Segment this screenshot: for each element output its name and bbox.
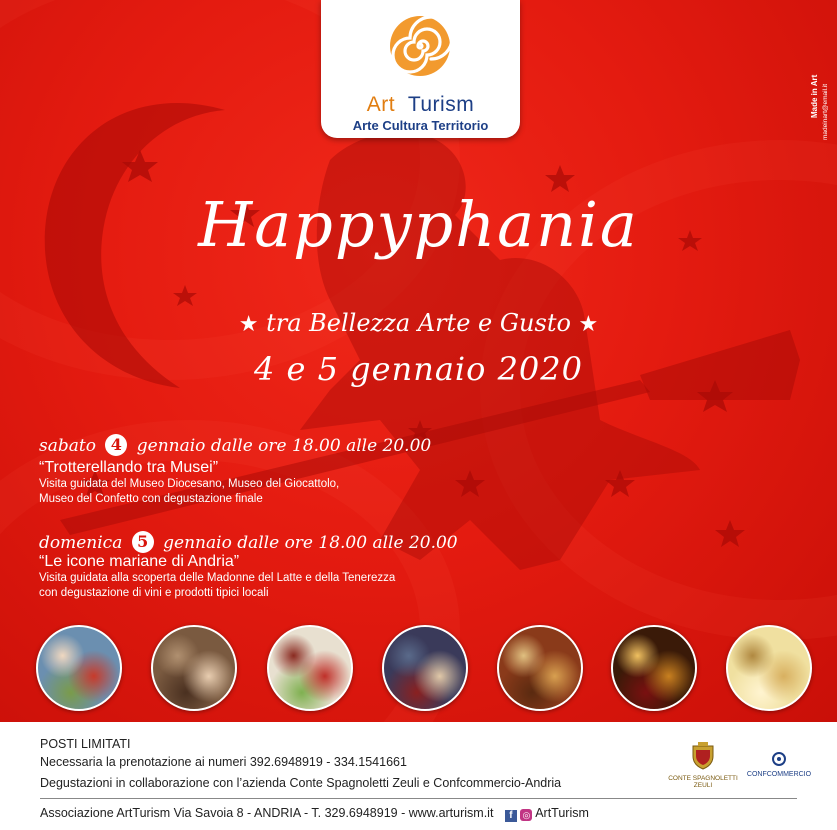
event-description-line: con degustazione di vini e prodotti tipici locali: [39, 587, 269, 599]
headline: Happyphania: [198, 188, 639, 261]
photo-cheese-products: [726, 625, 812, 711]
crest-icon: [690, 742, 716, 770]
event-dates: 4 e 5 gennaio 2020: [254, 350, 583, 388]
confcommercio-logo: [744, 752, 814, 792]
event-description: [39, 571, 458, 601]
event-day-number: 5: [132, 531, 154, 553]
event-description: [39, 477, 431, 507]
footer-divider: [40, 798, 797, 799]
confcommercio-icon: [770, 752, 788, 766]
photo-wine-glasses: [611, 625, 697, 711]
photo-fresco-icon: [497, 625, 583, 711]
credit-brand: Made in Art: [810, 74, 819, 118]
logo-name-turism: Turism: [407, 93, 475, 116]
event-title: “Le icone mariane di Andria”: [39, 553, 240, 570]
social-handle[interactable]: ArtTurism: [535, 806, 589, 820]
conte-spagnoletti-logo: [668, 742, 738, 788]
address-line: [40, 806, 589, 822]
address-text: Associazione ArtTurism Via Savoia 8 - ANDRIA - T. 329.6948919 - www.arturism.it: [40, 806, 494, 820]
event-description-line: Visita guidata alla scoperta delle Madonne del Latte e della Tenerezza: [39, 572, 396, 584]
facebook-icon[interactable]: f: [505, 810, 517, 822]
logo-name-art: Art: [366, 93, 396, 116]
star-icon: ★: [238, 312, 259, 337]
star-icon: ★: [578, 312, 599, 337]
event-title: “Trotterellando tra Musei”: [39, 459, 219, 476]
partner2-name: CONFCOMMERCIO: [746, 771, 812, 778]
photo-toy-puppet: [36, 625, 122, 711]
footer: [0, 722, 837, 830]
photo-sugared-almonds: [267, 625, 353, 711]
artturism-logo: [321, 0, 520, 138]
event-description-line: Museo del Confetto con degustazione finale: [39, 493, 263, 505]
spiral-logo-icon: [388, 14, 452, 78]
event-time: gennaio dalle ore 18.00 alle 20.00: [136, 436, 432, 456]
event-sunday: [39, 531, 458, 601]
event-description-line: Visita guidata del Museo Diocesano, Museo del Giocattolo,: [39, 478, 340, 490]
limited-seats: POSTI LIMITATI: [40, 737, 131, 751]
tagline-text: tra Bellezza Arte e Gusto: [266, 309, 571, 337]
event-saturday: [39, 434, 431, 507]
star-icon: [173, 285, 197, 306]
photo-doll-face: [151, 625, 237, 711]
event-heading: [39, 434, 431, 456]
logo-title: [321, 93, 520, 117]
booking-info: Necessaria la prenotazione ai numeri 392.6948919 - 334.1541661: [40, 755, 407, 769]
side-credit: [808, 40, 837, 140]
event-day-number: 4: [105, 434, 127, 456]
event-heading: [39, 531, 458, 553]
star-icon: [715, 520, 745, 547]
photo-madonna-icon: [382, 625, 468, 711]
instagram-icon[interactable]: ◎: [520, 809, 532, 821]
tastings-info: Degustazioni in collaborazione con l’azienda Conte Spagnoletti Zeuli e Confcommercio-Andria: [40, 776, 562, 790]
credit-email: madeinart@email.it: [822, 83, 829, 140]
event-day-name: sabato: [39, 436, 96, 456]
partner1-name: CONTE SPAGNOLETTI ZEULI: [668, 775, 738, 789]
tagline: [0, 309, 837, 337]
logo-subtitle: Arte Cultura Territorio: [352, 118, 489, 133]
event-time: gennaio dalle ore 18.00 alle 20.00: [163, 533, 458, 553]
event-day-name: domenica: [39, 533, 123, 553]
